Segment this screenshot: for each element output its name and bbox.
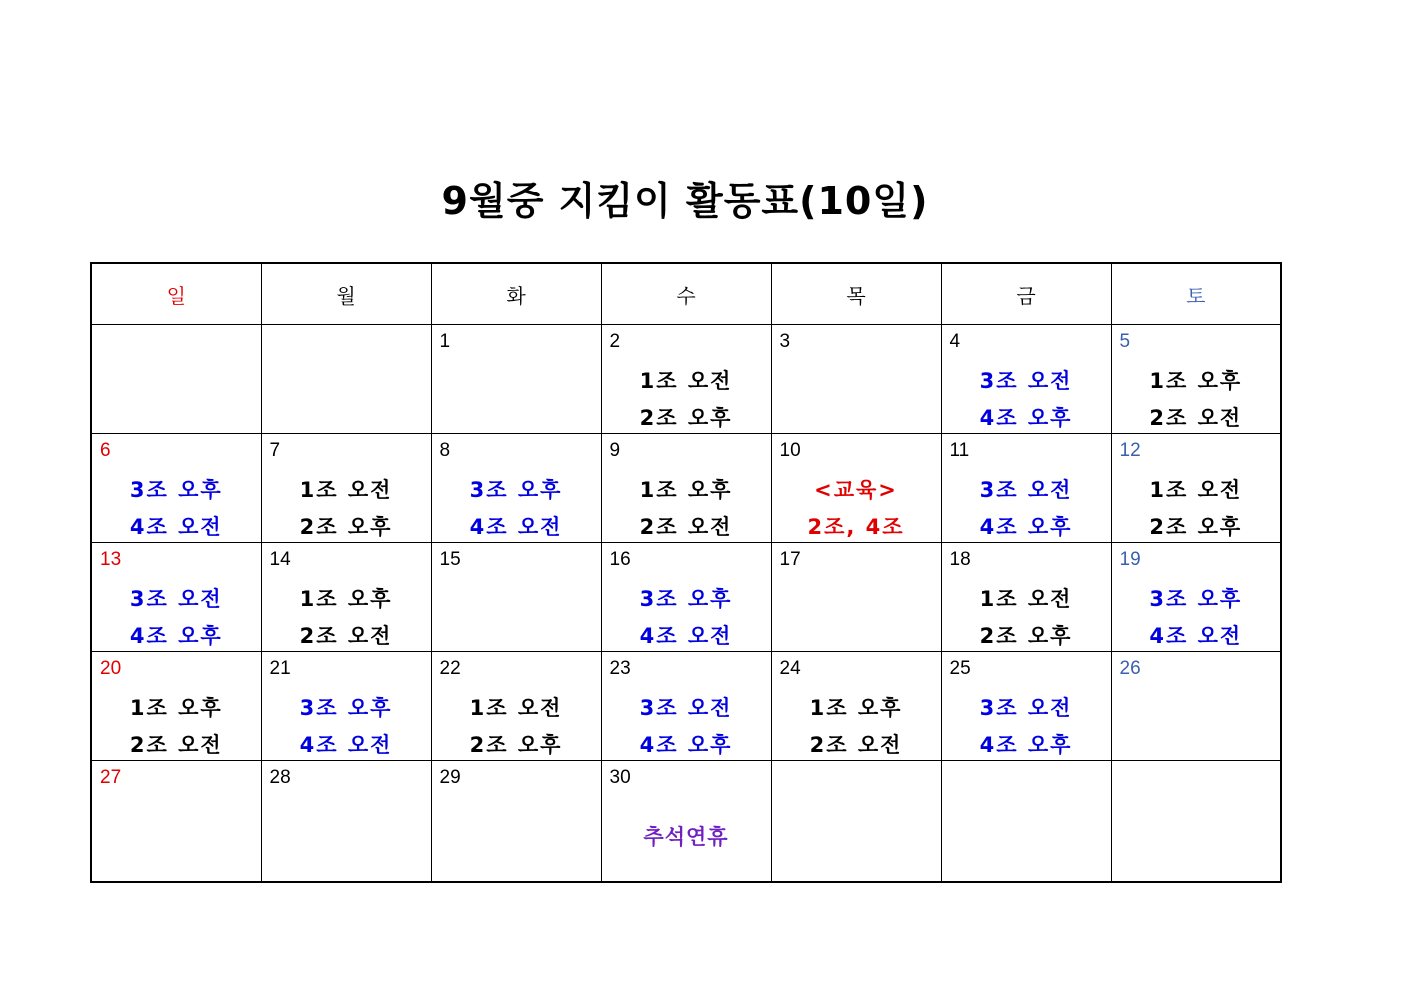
schedule-entry: 4조 오후 <box>979 515 1073 539</box>
day-number: 2 <box>609 331 621 352</box>
day-cell <box>91 325 261 434</box>
schedule-entry: 4조 오후 <box>979 733 1073 757</box>
schedule-entry: 3조 오후 <box>1149 587 1243 611</box>
schedule-lines <box>772 690 941 764</box>
schedule-lines <box>602 690 771 764</box>
day-cell <box>771 434 941 543</box>
weekday-sunday: 일 <box>91 263 261 325</box>
day-number: 14 <box>269 549 291 570</box>
day-number: 21 <box>269 658 291 679</box>
schedule-entry: 4조 오전 <box>1149 624 1243 648</box>
day-number: 18 <box>949 549 971 570</box>
schedule-entry: 1조 오전 <box>1149 478 1243 502</box>
schedule-entry: 3조 오전 <box>979 696 1073 720</box>
day-cell <box>431 543 601 652</box>
day-number: 17 <box>779 549 801 570</box>
day-number: 12 <box>1119 440 1141 461</box>
day-number: 28 <box>269 767 291 788</box>
day-number: 27 <box>100 767 122 788</box>
schedule-entry: 2조 오전 <box>129 733 223 757</box>
day-number: 5 <box>1119 331 1131 352</box>
day-number: 9 <box>609 440 621 461</box>
schedule-entry: 1조 오후 <box>639 478 733 502</box>
day-cell <box>1111 543 1281 652</box>
schedule-entry: 4조 오전 <box>639 624 733 648</box>
weekday-monday: 월 <box>261 263 431 325</box>
day-cell <box>91 543 261 652</box>
day-cell <box>941 543 1111 652</box>
day-cell <box>91 761 261 883</box>
schedule-lines <box>602 472 771 546</box>
schedule-entry: 2조, 4조 <box>807 515 905 539</box>
week-row <box>91 761 1281 883</box>
day-number: 22 <box>439 658 461 679</box>
schedule-entry: 2조 오전 <box>639 515 733 539</box>
schedule-entry: 1조 오전 <box>979 587 1073 611</box>
schedule-lines <box>942 581 1111 655</box>
day-cell <box>601 652 771 761</box>
day-cell <box>91 434 261 543</box>
schedule-entry: 1조 오후 <box>809 696 903 720</box>
day-cell <box>771 325 941 434</box>
day-number: 6 <box>100 440 111 461</box>
day-cell <box>1111 434 1281 543</box>
day-cell <box>261 652 431 761</box>
schedule-entry: 4조 오후 <box>639 733 733 757</box>
day-cell <box>601 325 771 434</box>
day-number: 13 <box>100 549 122 570</box>
schedule-entry: 1조 오전 <box>469 696 563 720</box>
schedule-entry: 1조 오전 <box>639 369 733 393</box>
schedule-entry: 3조 오전 <box>639 696 733 720</box>
day-cell <box>431 761 601 883</box>
day-cell <box>91 652 261 761</box>
day-number: 8 <box>439 440 451 461</box>
schedule-lines <box>942 472 1111 546</box>
day-number: 29 <box>439 767 461 788</box>
schedule-lines <box>432 690 601 764</box>
schedule-lines <box>92 581 261 655</box>
weekday-wednesday: 수 <box>601 263 771 325</box>
week-row <box>91 325 1281 434</box>
day-number: 30 <box>609 767 631 788</box>
weekday-thursday: 목 <box>771 263 941 325</box>
day-number: 3 <box>779 331 791 352</box>
schedule-entry: 2조 오전 <box>299 624 393 648</box>
schedule-entry: 2조 오후 <box>299 515 393 539</box>
day-number: 11 <box>949 440 970 461</box>
day-number: 10 <box>779 440 801 461</box>
schedule-entry: 2조 오전 <box>1149 406 1243 430</box>
day-number: 26 <box>1119 658 1141 679</box>
schedule-entry: 2조 오후 <box>1149 515 1243 539</box>
day-number: 7 <box>269 440 281 461</box>
schedule-entry: 3조 오후 <box>639 587 733 611</box>
schedule-entry: 3조 오전 <box>979 478 1073 502</box>
day-number: 23 <box>609 658 631 679</box>
day-cell <box>601 434 771 543</box>
schedule-entry: 1조 오후 <box>1149 369 1243 393</box>
schedule-lines <box>942 363 1111 437</box>
day-cell <box>771 543 941 652</box>
day-cell <box>941 325 1111 434</box>
schedule-lines <box>262 472 431 546</box>
day-number: 25 <box>949 658 971 679</box>
week-row <box>91 434 1281 543</box>
week-row <box>91 543 1281 652</box>
weekday-saturday: 토 <box>1111 263 1281 325</box>
day-cell <box>771 761 941 883</box>
day-cell <box>431 652 601 761</box>
schedule-lines <box>1112 363 1281 437</box>
schedule-lines <box>602 581 771 655</box>
day-cell <box>771 652 941 761</box>
day-cell <box>261 543 431 652</box>
day-cell <box>941 652 1111 761</box>
day-number: 16 <box>609 549 631 570</box>
day-number: 4 <box>949 331 961 352</box>
schedule-lines <box>942 690 1111 764</box>
schedule-lines <box>92 472 261 546</box>
schedule-lines <box>772 472 941 546</box>
weekday-header-row <box>91 263 1281 325</box>
schedule-lines <box>1112 472 1281 546</box>
schedule-lines <box>602 363 771 437</box>
schedule-entry: 1조 오후 <box>129 696 223 720</box>
schedule-entry: 3조 오후 <box>469 478 563 502</box>
schedule-entry: 4조 오전 <box>469 515 563 539</box>
schedule-lines <box>92 690 261 764</box>
day-cell <box>1111 652 1281 761</box>
schedule-entry: 4조 오후 <box>129 624 223 648</box>
day-cell <box>431 325 601 434</box>
schedule-entry: 1조 오전 <box>299 478 393 502</box>
page-title: 9월중 지킴이 활동표(10일) <box>441 179 929 223</box>
weekday-tuesday: 화 <box>431 263 601 325</box>
day-cell <box>261 325 431 434</box>
weekday-friday: 금 <box>941 263 1111 325</box>
day-cell <box>941 761 1111 883</box>
schedule-entry: 4조 오전 <box>129 515 223 539</box>
day-cell <box>1111 325 1281 434</box>
week-row <box>91 652 1281 761</box>
day-number: 1 <box>439 331 451 352</box>
day-cell <box>941 434 1111 543</box>
holiday-note: 추석연휴 <box>643 825 729 849</box>
day-cell <box>261 434 431 543</box>
calendar-table <box>90 262 1282 883</box>
schedule-lines <box>1112 581 1281 655</box>
day-number: 15 <box>439 549 461 570</box>
schedule-entry: 3조 오후 <box>299 696 393 720</box>
schedule-entry: 2조 오후 <box>469 733 563 757</box>
schedule-entry: 3조 오전 <box>979 369 1073 393</box>
schedule-entry: 2조 오후 <box>639 406 733 430</box>
schedule-entry: <교육> <box>814 478 898 502</box>
schedule-entry: 1조 오후 <box>299 587 393 611</box>
day-cell <box>601 543 771 652</box>
day-number: 19 <box>1119 549 1141 570</box>
schedule-entry: 3조 오전 <box>129 587 223 611</box>
day-cell <box>601 761 771 883</box>
day-cell <box>1111 761 1281 883</box>
schedule-entry: 2조 오후 <box>979 624 1073 648</box>
day-cell <box>261 761 431 883</box>
schedule-lines <box>262 690 431 764</box>
day-number: 24 <box>779 658 801 679</box>
schedule-entry: 4조 오후 <box>979 406 1073 430</box>
schedule-entry: 3조 오후 <box>129 478 223 502</box>
day-number: 20 <box>100 658 122 679</box>
schedule-lines <box>432 472 601 546</box>
day-cell <box>431 434 601 543</box>
schedule-lines <box>262 581 431 655</box>
schedule-entry: 4조 오전 <box>299 733 393 757</box>
schedule-entry: 2조 오전 <box>809 733 903 757</box>
